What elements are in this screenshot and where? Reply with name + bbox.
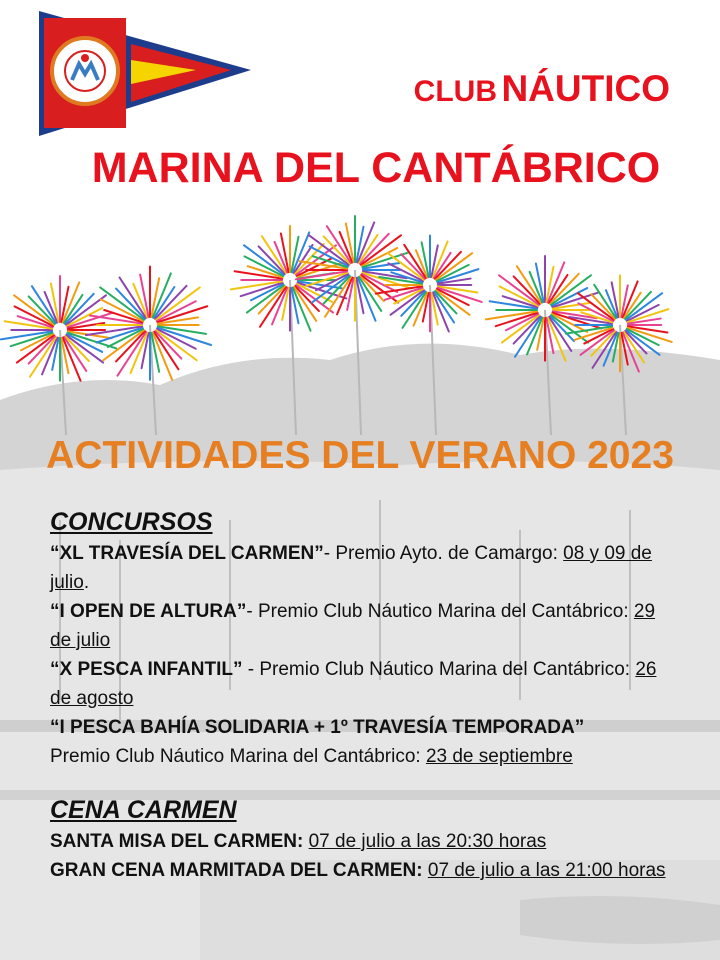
club-logo bbox=[36, 8, 256, 138]
cena-name: SANTA MISA DEL CARMEN: bbox=[50, 831, 304, 852]
cena-item bbox=[50, 856, 670, 885]
concurso-date: 08 y 09 de julio bbox=[50, 543, 652, 593]
page-heading: ACTIVIDADES DEL VERANO 2023 bbox=[46, 434, 674, 477]
cena-date: 07 de julio a las 20:30 horas bbox=[308, 831, 547, 852]
concurso-item bbox=[50, 539, 670, 597]
concurso-desc: - Premio Ayto. de Camargo: bbox=[323, 543, 564, 564]
concurso-item bbox=[50, 597, 670, 655]
fireworks-icon bbox=[0, 205, 720, 435]
concurso-desc: - Premio Club Náutico Marina del Cantábrico: bbox=[242, 659, 636, 680]
concurso-tail: . bbox=[83, 572, 90, 593]
cena-name: GRAN CENA MARMITADA DEL CARMEN: bbox=[50, 860, 423, 881]
firework-burst bbox=[296, 216, 411, 435]
concurso-date: 23 de septiembre bbox=[425, 746, 573, 767]
club-title bbox=[414, 68, 670, 110]
concurso-name: “XL TRAVESÍA DEL CARMEN” bbox=[50, 543, 324, 564]
nautico-word: NÁUTICO bbox=[501, 68, 670, 109]
concurso-date: 29 de julio bbox=[50, 601, 656, 651]
concursos-list bbox=[50, 539, 670, 771]
firework-burst bbox=[1, 276, 116, 435]
firework-burst bbox=[566, 276, 672, 436]
cena-title: CENA CARMEN bbox=[50, 796, 237, 824]
club-word: CLUB bbox=[413, 75, 497, 108]
firework-burst bbox=[376, 236, 482, 436]
concurso-date: 26 de agosto bbox=[50, 659, 657, 709]
concurso-name: “I OPEN DE ALTURA” bbox=[50, 601, 247, 622]
concursos-title: CONCURSOS bbox=[50, 508, 213, 536]
cena-item bbox=[50, 827, 670, 856]
firework-burst bbox=[486, 256, 601, 435]
concurso-item bbox=[50, 655, 670, 713]
marina-title: MARINA DEL CANTÁBRICO bbox=[91, 144, 661, 192]
concurso-name: “X PESCA INFANTIL” bbox=[50, 659, 243, 680]
cena-date: 07 de julio a las 21:00 horas bbox=[427, 860, 666, 881]
activities-content bbox=[50, 505, 670, 885]
concurso-desc: Premio Club Náutico Marina del Cantábrico: bbox=[50, 746, 426, 767]
firework-burst bbox=[86, 267, 211, 436]
concurso-desc: - Premio Club Náutico Marina del Cantábrico: bbox=[246, 601, 634, 622]
pennant-flag-icon bbox=[39, 11, 251, 136]
concurso-name: “I PESCA BAHÍA SOLIDARIA + 1º TRAVESÍA TEMPORADA” bbox=[50, 717, 585, 738]
cena-list bbox=[50, 827, 670, 885]
concurso-item bbox=[50, 713, 670, 771]
